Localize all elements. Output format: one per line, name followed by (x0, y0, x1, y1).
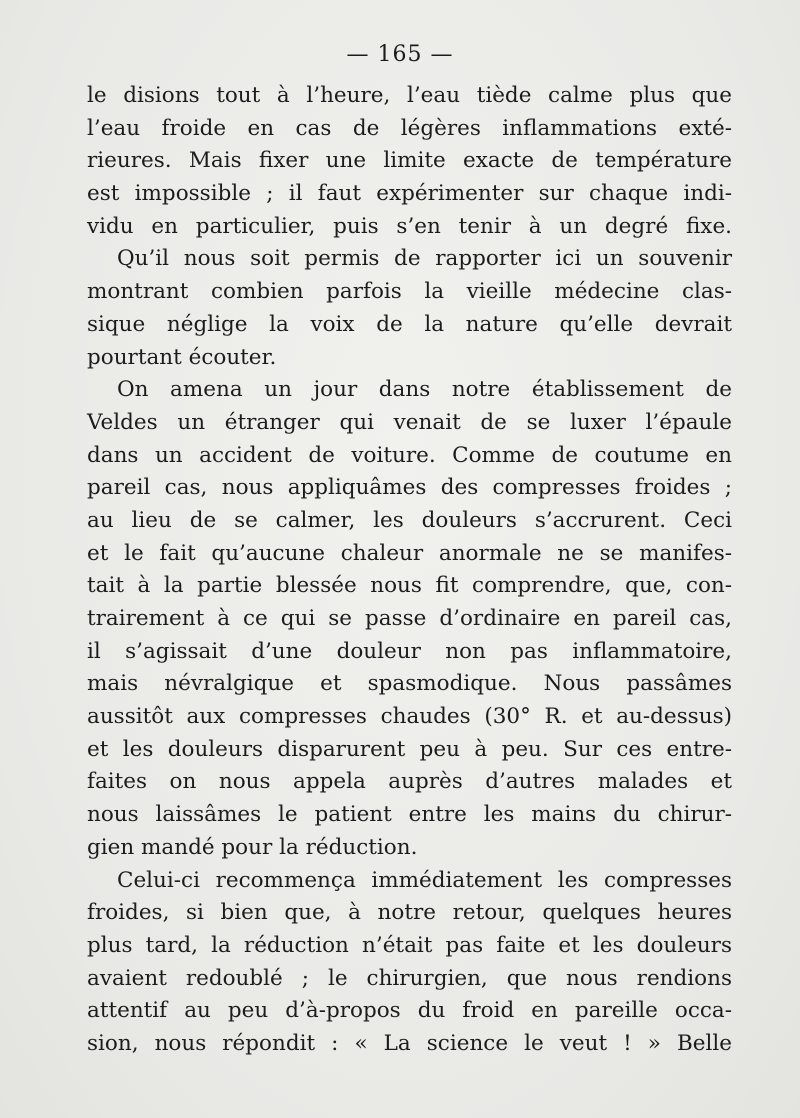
text-line: On amena un jour dans notre établissement de (117, 377, 732, 403)
text-line: au lieu de se calmer, les douleurs s’accrurent. Ceci (87, 507, 732, 533)
text-line: Celui-ci recommença immédiatement les compresses (117, 867, 732, 893)
text-line: aussitôt aux compresses chaudes (30° R. et au-dessus) (87, 704, 732, 730)
text-line: mais névralgique et spasmodique. Nous passâmes (87, 671, 732, 697)
text-line: gien mandé pour la réduction. (87, 834, 418, 860)
page-number: — 165 — (346, 42, 454, 67)
text-line: et les douleurs disparurent peu à peu. Sur ces entre- (87, 736, 732, 762)
text-line: est impossible ; il faut expérimenter sur chaque indi- (87, 181, 732, 207)
text-line: Veldes un étranger qui venait de se luxer l’épaule (87, 409, 732, 435)
text-line: l’eau froide en cas de légères inflammations exté- (87, 115, 732, 141)
text-line: montrant combien parfois la vieille médecine clas- (87, 279, 732, 305)
text-line: vidu en particulier, puis s’en tenir à un degré fixe. (87, 213, 732, 239)
text-line: Qu’il nous soit permis de rapporter ici un souvenir (117, 246, 732, 272)
text-line: froides, si bien que, à notre retour, quelques heures (87, 900, 732, 926)
paragraph (87, 374, 732, 864)
text-line: rieures. Mais fixer une limite exacte de température (87, 148, 732, 174)
body-text (87, 80, 732, 1061)
paragraph (87, 865, 732, 1061)
text-line: dans un accident de voiture. Comme de coutume en (87, 442, 732, 468)
paragraph (87, 80, 732, 243)
text-line: nous laissâmes le patient entre les mains du chirur- (87, 802, 732, 828)
text-line: faites on nous appela auprès d’autres malades et (87, 769, 732, 795)
text-line: et le fait qu’aucune chaleur anormale ne se manifes- (87, 540, 732, 566)
text-line: sion, nous répondit : « La science le veut ! » Belle (87, 1030, 732, 1056)
paragraph (87, 243, 732, 374)
text-line: pourtant écouter. (87, 344, 277, 370)
text-line: attentif au peu d’à-propos du froid en pareille occa- (87, 998, 732, 1024)
text-line: avaient redoublé ; le chirurgien, que nous rendions (87, 965, 732, 991)
text-line: pareil cas, nous appliquâmes des compresses froides ; (87, 475, 732, 501)
text-line: le disions tout à l’heure, l’eau tiède calme plus que (87, 83, 732, 108)
text-line: tait à la partie blessée nous fit comprendre, que, con- (87, 573, 732, 599)
text-line: plus tard, la réduction n’était pas faite et les douleurs (87, 932, 732, 958)
text-line: sique néglige la voix de la nature qu’elle devrait (87, 311, 732, 337)
text-line: trairement à ce qui se passe d’ordinaire en pareil cas, (87, 606, 732, 631)
text-line: il s’agissait d’une douleur non pas inflammatoire, (87, 638, 732, 664)
